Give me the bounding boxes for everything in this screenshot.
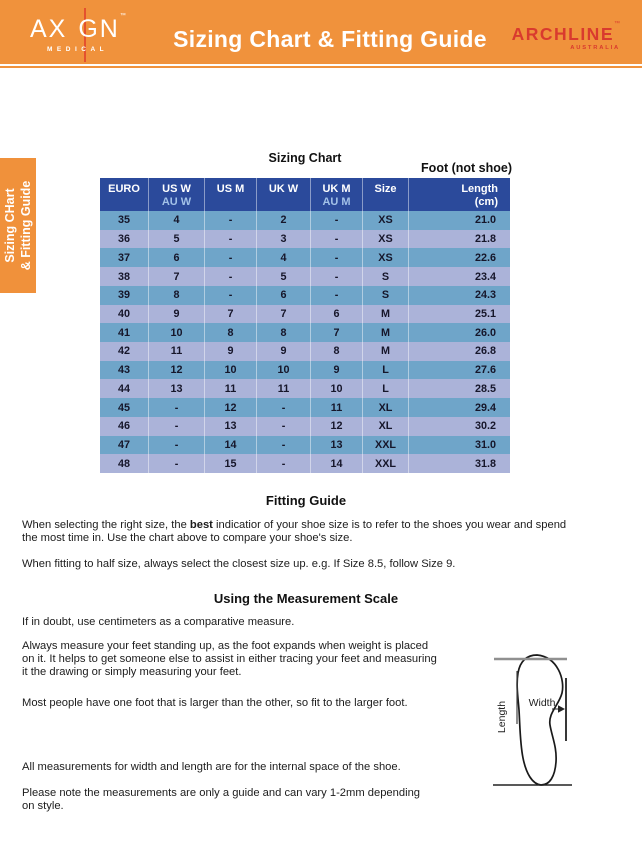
axign-logo	[30, 9, 140, 59]
table-cell: M	[362, 323, 408, 342]
column-header: Size	[362, 178, 408, 211]
table-cell: 5	[256, 267, 310, 286]
paragraph-line: on style.	[22, 800, 64, 813]
side-tab-label	[0, 158, 36, 293]
table-cell: 25.1	[408, 305, 510, 324]
table-cell: 13	[148, 379, 204, 398]
paragraph-line: When fitting to half size, always select the closest size up. e.g. If Size 8.5, follow Size 9.	[22, 558, 456, 570]
table-cell: M	[362, 342, 408, 361]
measurement-paragraph-4	[22, 761, 492, 774]
table-cell: 8	[204, 323, 256, 342]
table-cell: 2	[256, 211, 310, 230]
table-cell: 37	[117, 251, 130, 264]
length-label: Length	[496, 700, 508, 734]
paragraph-line: All measurements for width and length are for the internal space of the shoe.	[22, 761, 401, 773]
table-cell: 26.0	[408, 323, 510, 342]
table-cell: 14	[310, 454, 362, 473]
table-cell: 9	[256, 342, 310, 361]
fitting-guide-paragraph-1	[22, 519, 628, 545]
table-cell: S	[362, 286, 408, 305]
axign-wordmark-left: AX	[30, 15, 68, 43]
table-cell: -	[204, 267, 256, 286]
table-cell: 13	[204, 417, 256, 436]
table-cell: -	[256, 417, 310, 436]
table-cell: XL	[362, 417, 408, 436]
foot-not-shoe-label: Foot (not shoe)	[421, 161, 512, 175]
axign-medical-label: MEDICAL	[47, 46, 109, 53]
measurement-paragraph-2	[22, 640, 482, 680]
table-cell: 6	[256, 286, 310, 305]
table-cell: 22.6	[408, 248, 510, 267]
table-cell: 27.6	[408, 361, 510, 380]
text-segment: indicatior of your shoe size is to refer to the shoes you wear and spend	[212, 519, 567, 531]
table-cell: 9	[310, 361, 362, 380]
table-cell: 10	[310, 379, 362, 398]
archline-logo	[505, 21, 620, 51]
table-cell: 7	[256, 305, 310, 324]
table-cell: L	[362, 361, 408, 380]
table-row	[100, 361, 510, 380]
table-cell: 12	[310, 417, 362, 436]
sizing-table	[100, 178, 510, 473]
table-cell: 15	[204, 454, 256, 473]
table-cell: 45	[117, 401, 130, 414]
table-row	[100, 323, 510, 342]
side-tab	[0, 158, 36, 293]
paragraph-line	[22, 519, 628, 532]
table-row	[100, 379, 510, 398]
table-cell: 9	[204, 342, 256, 361]
foot-outline	[517, 655, 563, 785]
table-cell: 28.5	[408, 379, 510, 398]
column-header: EURO	[108, 183, 140, 195]
table-cell: 29.4	[408, 398, 510, 417]
table-cell: 6	[310, 305, 362, 324]
side-tab-label-line1: Sizing CHart	[3, 188, 17, 263]
table-cell: -	[256, 398, 310, 417]
column-header: UK W	[256, 178, 310, 211]
table-cell: 36	[117, 233, 130, 246]
table-cell: 4	[256, 248, 310, 267]
table-cell: 30.2	[408, 417, 510, 436]
table-cell: 3	[256, 230, 310, 249]
table-row	[100, 267, 510, 286]
table-cell: 7	[310, 323, 362, 342]
table-cell: 10	[148, 323, 204, 342]
table-cell: 43	[117, 364, 130, 377]
measurement-paragraph-5	[22, 787, 492, 813]
table-cell: 11	[256, 379, 310, 398]
table-cell: -	[148, 398, 204, 417]
table-cell: 26.8	[408, 342, 510, 361]
table-cell: 47	[117, 438, 130, 451]
diagram-width-arrowhead	[558, 705, 565, 713]
sizing-table-header-row	[100, 178, 510, 211]
table-cell: 21.0	[408, 211, 510, 230]
column-header: UK M AU M	[310, 178, 362, 211]
table-cell: 5	[148, 230, 204, 249]
table-cell: 10	[204, 361, 256, 380]
table-row	[100, 436, 510, 455]
text-segment: When selecting the right size, the	[22, 519, 190, 531]
sizing-chart-title: Sizing Chart	[268, 151, 342, 165]
table-cell: 11	[148, 342, 204, 361]
table-cell: XS	[362, 211, 408, 230]
table-cell: 40	[117, 307, 130, 320]
axign-wordmark	[30, 15, 140, 44]
table-row	[100, 454, 510, 473]
paragraph-line: on it. It helps to get someone else to assist in either tracing your feet and measuring	[22, 653, 437, 666]
table-cell: 4	[148, 211, 204, 230]
table-cell: -	[256, 454, 310, 473]
table-cell: XL	[362, 398, 408, 417]
table-row	[100, 248, 510, 267]
table-cell: -	[148, 417, 204, 436]
table-cell: XS	[362, 248, 408, 267]
table-row	[100, 398, 510, 417]
table-cell: 8	[310, 342, 362, 361]
fitting-guide-paragraph-2	[22, 558, 628, 571]
table-cell: 31.8	[408, 454, 510, 473]
paragraph-line: the most time in. Use the chart above to compare your shoe's size.	[22, 532, 353, 545]
table-cell: 6	[148, 248, 204, 267]
table-cell: 23.4	[408, 267, 510, 286]
header-underline	[0, 66, 642, 68]
table-cell: 11	[204, 379, 256, 398]
table-cell: 12	[148, 361, 204, 380]
table-cell: 12	[204, 398, 256, 417]
sizing-table-body	[100, 211, 510, 473]
table-cell: M	[362, 305, 408, 324]
table-cell: -	[204, 211, 256, 230]
table-cell: 38	[117, 270, 130, 283]
table-cell: 48	[117, 457, 130, 470]
table-cell: 8	[256, 323, 310, 342]
table-cell: 35	[117, 214, 130, 227]
table-cell: S	[362, 267, 408, 286]
table-cell: 41	[117, 326, 130, 339]
table-cell: 31.0	[408, 436, 510, 455]
archline-trademark: ™	[614, 21, 620, 27]
axign-wordmark-right: GN	[78, 15, 120, 43]
table-cell: -	[204, 286, 256, 305]
table-row	[100, 230, 510, 249]
table-row	[100, 342, 510, 361]
table-cell: 7	[148, 267, 204, 286]
foot-measurement-diagram	[488, 648, 588, 796]
page-header	[0, 0, 642, 64]
column-header: US W AU W	[148, 178, 204, 211]
measurement-paragraph-1	[22, 616, 492, 629]
table-cell: -	[148, 436, 204, 455]
paragraph-line: it the drawing or simply measuring your feet.	[22, 666, 242, 679]
table-row	[100, 211, 510, 230]
table-cell: XXL	[362, 436, 408, 455]
table-cell: 46	[117, 420, 130, 433]
column-header: Length (cm)	[408, 178, 510, 211]
measurement-scale-heading: Using the Measurement Scale	[213, 591, 399, 606]
table-row	[100, 286, 510, 305]
table-cell: 10	[256, 361, 310, 380]
paragraph-line: If in doubt, use centimeters as a comparative measure.	[22, 616, 295, 628]
table-cell: 14	[204, 436, 256, 455]
table-cell: 9	[148, 305, 204, 324]
axign-trademark: ™	[119, 13, 128, 19]
side-tab-label-line2: & Fitting Guide	[19, 180, 33, 271]
table-cell: 13	[310, 436, 362, 455]
paragraph-line: Always measure your feet standing up, as the foot expands when weight is placed	[22, 640, 429, 652]
width-label: Width	[528, 697, 556, 709]
table-cell: 24.3	[408, 286, 510, 305]
archline-wordmark: ARCHLINE	[511, 24, 614, 44]
column-header: US M	[204, 178, 256, 211]
table-cell: XXL	[362, 454, 408, 473]
table-cell: 39	[117, 289, 130, 302]
table-row	[100, 305, 510, 324]
table-cell: -	[310, 286, 362, 305]
archline-country-label: AUSTRALIA	[570, 45, 620, 51]
table-cell: 44	[117, 382, 130, 395]
table-cell: -	[148, 454, 204, 473]
page-title: Sizing Chart & Fitting Guide	[173, 26, 487, 52]
table-cell: -	[310, 248, 362, 267]
table-cell: -	[204, 248, 256, 267]
measurement-paragraph-3	[22, 697, 492, 710]
bold-text-segment: best	[189, 519, 213, 531]
table-row	[100, 417, 510, 436]
table-cell: L	[362, 379, 408, 398]
table-cell: -	[310, 267, 362, 286]
table-cell: 42	[117, 345, 130, 358]
paragraph-line: Please note the measurements are only a guide and can vary 1-2mm depending	[22, 787, 421, 799]
table-cell: 7	[204, 305, 256, 324]
table-cell: XS	[362, 230, 408, 249]
table-cell: 8	[148, 286, 204, 305]
paragraph-line: Most people have one foot that is larger than the other, so fit to the larger foot.	[22, 697, 408, 709]
table-cell: -	[256, 436, 310, 455]
table-cell: 11	[310, 398, 362, 417]
table-cell: 21.8	[408, 230, 510, 249]
table-cell: -	[310, 230, 362, 249]
table-cell: -	[310, 211, 362, 230]
table-cell: -	[204, 230, 256, 249]
fitting-guide-heading: Fitting Guide	[265, 493, 347, 508]
